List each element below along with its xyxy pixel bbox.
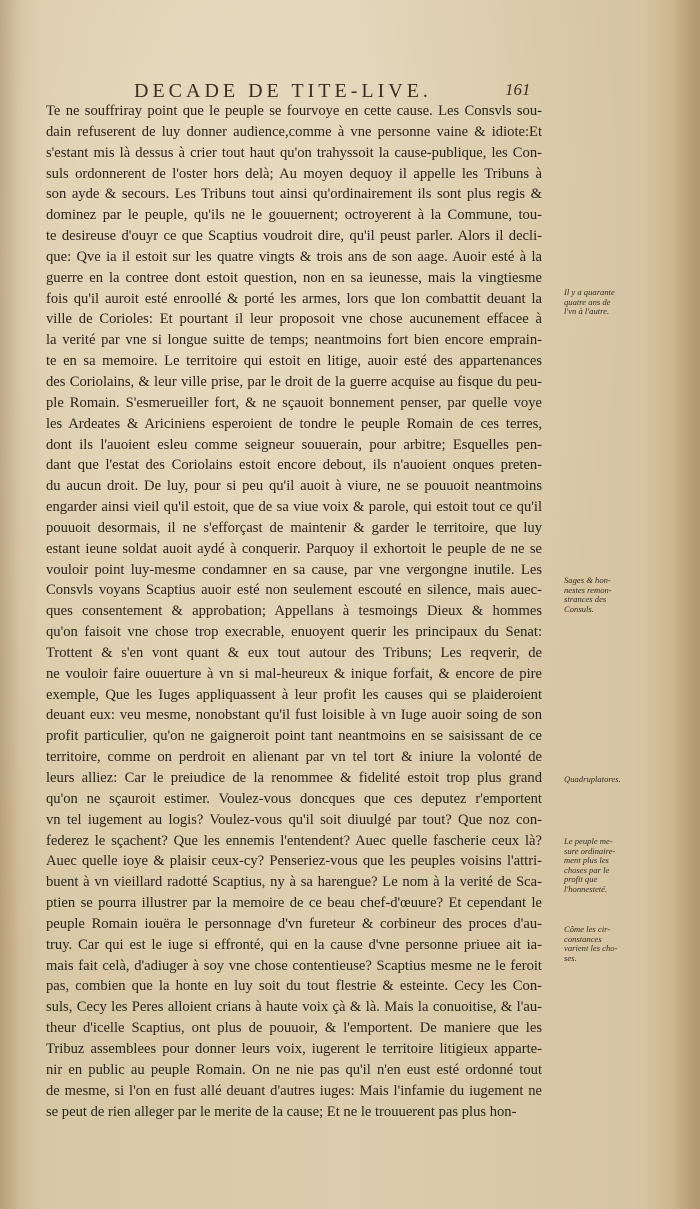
margin-note-line: l'vn à l'autre.: [564, 306, 610, 317]
text-line: ville de Corioles: Et pourtant il leur proposoit vne chose aucunement effacee à: [46, 311, 542, 328]
text-line: te en sa memoire. Le territoire qui estoit en litige, auoir esté des appartenances: [46, 353, 542, 370]
text-line: nir en public au peuple Romain. On ne nie pas qu'il n'en eust esté ordonné tout: [46, 1061, 542, 1078]
text-line: des Coriolains, & leur ville prise, par le droit de la guerre acquise au fisque du peu-: [46, 373, 542, 390]
margin-note-line: Quadruplatores.: [564, 774, 621, 784]
text-line: dominez par le peuple, qu'ils ne le gouuernent; octroyerent à la Commune, tou-: [46, 207, 542, 224]
text-line: Auec quelle ioye & plaisir ceux-cy? Penseriez-vous que les peuples voisins l'attri-: [46, 853, 542, 870]
margin-note-line: varient les cho-: [564, 943, 618, 954]
text-line: vouloir point luy-mesme condamner en sa cause, par vne vergongne inutile. Les: [46, 561, 542, 578]
text-line: les Ardeates & Ariciniens esperoient de tondre le peuple Romain de ces terres,: [46, 415, 542, 432]
margin-note-line: strances des: [564, 594, 607, 605]
margin-note: [564, 775, 640, 785]
text-line: mais fait celà, d'adiuger à soy vne chose contentieuse? Scaptius mesme ne le feroit: [46, 957, 542, 974]
text-line: de mesme, si l'on en fust allé deuant d'autres iuges: Mais l'infamie du iugement ne: [46, 1082, 542, 1099]
text-line: profit particulier, qu'on ne gaigneroit point tant neantmoins en se saisissant de ce: [46, 728, 542, 745]
text-line: son ayde & secours. Les Tribuns tout ainsi qu'ordinairement ils sont plus regis &: [46, 186, 542, 203]
margin-note-line: Consuls.: [564, 603, 594, 614]
text-line: territoire, comme on perdroit en alienant par vn tel tort & iniure la volonté de: [46, 749, 542, 766]
margin-note-line: constances: [564, 933, 602, 944]
text-line: leurs alliez: Car le preiudice de la renommee & fidelité estoit trop plus grand: [46, 770, 542, 786]
text-line: engarder ainsi vieil qu'il estoit, que de sa viue voix & parole, qui estoit tout ce qu'il: [46, 499, 542, 516]
text-line: federez le sçachent? Que les ennemis l'entendent? Auec quelle fascherie ceux là?: [46, 832, 542, 849]
text-line: ne vouloir faire ouuerture à vn si mal-heureux & inique forfait, & encore de pire: [46, 665, 542, 682]
text-line: estant ieune soldat auoit aydé à conquerir. Parquoy il exhortoit le peuple de ne se: [46, 540, 542, 557]
margin-note-line: nestes remon-: [564, 584, 612, 595]
text-line: te desireuse d'ouyr ce que Scaptius voudroit dire, qu'il peust parler. Alors il decli-: [46, 228, 542, 245]
margin-note: [564, 576, 640, 614]
text-line: vn tel iugement au logis? Voulez-vous qu'il soit diuulgé par tout? Que noz con-: [46, 811, 542, 828]
page-number: 161: [505, 80, 531, 99]
margin-note-line: choses par le: [564, 864, 610, 875]
text-line: dant que l'estat des Coriolains estoit encore debout, ils n'auoient onques preten-: [46, 457, 542, 474]
margin-note-line: sure ordinaire-: [564, 845, 616, 856]
text-line: qu'on faisoit vne chose trop execrable, enuoyent querir les principaux du Senat:: [46, 624, 542, 641]
page-edge-shadow: [0, 0, 20, 1209]
text-line: Trottent & s'en vont quant & eux tout autour des Tribuns; Les reqverir, de: [46, 644, 542, 661]
text-line: se peut de rien alleger par le merite de la cause; Et ne le trouuerent pas plus hon-: [46, 1103, 517, 1120]
margin-note-line: ses.: [564, 952, 577, 963]
text-line: truy. Car qui est le iuge si effronté, qui en la cause d'vne personne priuee ait ia-: [46, 936, 542, 953]
text-line: peuple Romain iouëra le personnage d'vn fureteur & corbineur des proces d'au-: [46, 915, 542, 932]
text-line: pouuoit desormais, il ne s'efforçast de maintenir & garder le territoire, que luy: [46, 519, 542, 536]
text-line: ques consentement & approbation; Appellans à tesmoings Dieux & hommes: [46, 603, 542, 620]
margin-note-line: ment plus les: [564, 855, 609, 866]
text-line: ptien se pourra illustrer par la memoire de ce beau chef-d'œuure? Et cependant le: [46, 895, 542, 912]
margin-note: [564, 925, 640, 963]
margin-note: [564, 837, 640, 895]
margin-note-line: profit que: [564, 874, 598, 885]
running-title: DECADE DE TITE-LIVE.: [134, 80, 432, 102]
text-line: buent à vn vieillard radotté Scaptius, ny à sa harengue? Le nom à la verité de Sca-: [46, 874, 542, 891]
text-line: s'estant mis là dessus à crier tout haut qu'on trahyssoit la cause-publique, les Con-: [46, 144, 542, 161]
text-line: dont ils l'auoient esleu comme seigneur souuerain, pour arbitre; Esquelles pen-: [46, 436, 542, 453]
margin-note-line: l'honnesteté.: [564, 883, 608, 894]
text-line: suls, Cecy les Peres alloient crians à haute voix çà & là. Mais la conuoitise, & l'au-: [46, 999, 542, 1016]
body-text: [46, 101, 542, 1122]
margin-note-line: quatre ans de: [564, 296, 611, 307]
text-line: suls ordonnerent de l'oster hors delà; Au moyen dequoy il appelle les Tribuns à: [46, 165, 542, 182]
margin-note: [564, 288, 640, 317]
text-line: Te ne souffriray point que le peuple se fourvoye en cette cause. Les Consvls sou-: [46, 103, 542, 119]
margin-note-line: Côme les cir-: [564, 924, 611, 934]
text-line: qu'on ne sçauroit estimer. Voulez-vous doncques que ces deputez r'emportent: [46, 790, 542, 807]
text-line: fois qu'il auroit esté enroollé & porté les armes, lors que lon combattit deuant la: [46, 290, 542, 307]
text-line: exemple, Que les Iuges appliquassent à leur profit les causes qui se plaideroient: [46, 686, 542, 703]
text-line: Tribuz assemblees pour donner leurs voix, iugerent le territoire litigieux apparte-: [46, 1040, 542, 1057]
text-line: la verité par vne si longue suitte de temps; neantmoins fort bien encore emprain-: [46, 332, 542, 349]
text-line: Consvls voyans Scaptius auoir esté non seulement escouté en silence, mais auec-: [46, 582, 542, 599]
text-line: guerre en la contree dont estoit question, non en sa ieunesse, mais la vingtiesme: [46, 269, 542, 286]
margin-note-line: Il y a quarante: [564, 287, 615, 297]
margin-note-line: Sages & hon-: [564, 575, 611, 585]
text-line: pas, combien que la honte en luy soit du tout flestrie & esteinte. Cecy les Con-: [46, 978, 542, 995]
text-line: deuant eux: veu mesme, nonobstant qu'il fust loisible à vn Iuge auoir soing de son: [46, 707, 542, 724]
text-line: theur d'icelle Scaptius, ont plus de pouuoir, & l'emportent. De maniere que les: [46, 1020, 542, 1037]
text-line: du aucun droit. De luy, pour si peu qu'il auoit à viure, ne se pouuoit neantmoins: [46, 478, 542, 495]
text-line: dain refuserent de luy donner audience,comme à vne personne vaine & idiote:Et: [46, 123, 542, 140]
text-line: ple Romain. S'esmerueiller fort, & ne sçauoit bonnement penser, par quelle voye: [46, 394, 542, 411]
gutter-shadow: [672, 0, 700, 1209]
margin-note-line: Le peuple me-: [564, 836, 613, 846]
text-line: que: Qve ia il estoit sur les quatre vingts & trois ans de son aage. Auoir esté à la: [46, 248, 542, 265]
